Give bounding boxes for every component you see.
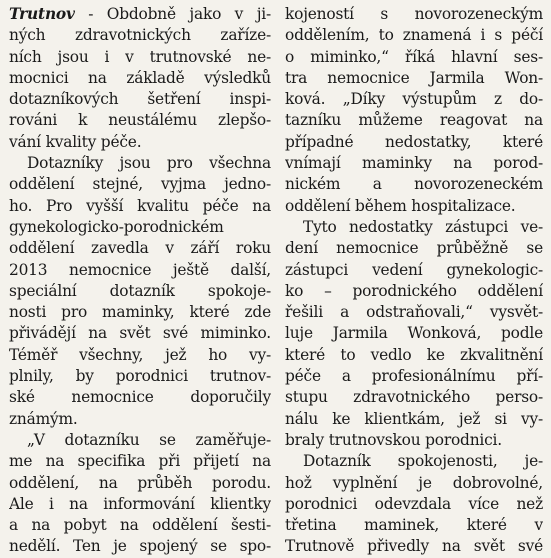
article-line xyxy=(9,494,271,515)
article-line xyxy=(285,515,543,536)
article-line-text: zástupci vedení gynekologic- xyxy=(285,260,543,279)
article-line xyxy=(285,260,543,281)
article-line-text: ních jsou i v trutnovské ne- xyxy=(9,47,271,66)
article-line xyxy=(9,25,271,46)
article-line xyxy=(9,132,271,153)
article-line xyxy=(9,366,271,387)
article-line xyxy=(9,302,271,323)
article-line xyxy=(9,260,271,281)
article-line-text: oddělením, to znamená i s péčí xyxy=(285,26,543,45)
article-line-text: luje Jarmila Wonková, podle xyxy=(285,324,543,343)
article-line-text: dení nemocnice průběžně se xyxy=(285,239,543,258)
article-line-text: vání kvality péče. xyxy=(9,132,142,151)
article-line xyxy=(285,4,543,25)
article-line-text: porodnici odevzdala více než xyxy=(285,494,543,513)
article-line-text: Dotazníky jsou pro všechna xyxy=(27,154,271,173)
article-line xyxy=(9,387,271,408)
article-line xyxy=(9,473,271,494)
article-line xyxy=(9,451,271,472)
article-line-text: ské nemocnice doporučily xyxy=(9,388,271,407)
article-line-text: třetina maminek, které v xyxy=(285,516,543,535)
article-line-text: které to vedlo ke zkvalitnění xyxy=(285,345,543,364)
article-line-text: Trutnově přivedly na svět své xyxy=(285,537,543,556)
article-line xyxy=(9,323,271,344)
article-line xyxy=(9,174,271,195)
article-line-text: 2013 nemocnice ještě další, xyxy=(9,260,271,279)
article-line xyxy=(285,409,543,430)
article-line xyxy=(285,387,543,408)
article-line xyxy=(9,430,271,451)
article-line-text: speciální dotazník spokoje- xyxy=(9,281,271,300)
article-line-text: - Obdobně jako v ji- xyxy=(74,5,271,23)
article-line-text: a na pobyt na oddělení šesti- xyxy=(9,516,271,535)
article-line xyxy=(9,4,271,25)
article-column-left xyxy=(9,4,271,558)
article-line xyxy=(9,153,271,174)
article-line xyxy=(285,345,543,366)
dateline-location: Trutnov xyxy=(9,5,75,23)
article-line-text: tazníku můžeme reagovat na xyxy=(285,111,543,130)
article-line xyxy=(285,494,543,515)
article-line-text: Dotazník spokojenosti, je- xyxy=(303,452,543,471)
article-column-right xyxy=(285,4,543,558)
article-line-text: Tyto nedostatky zástupci ve- xyxy=(303,217,543,236)
article-line xyxy=(9,89,271,110)
article-line-text: nedělí. Ten je spojený se spo- xyxy=(9,537,271,556)
article-line-text: nosti pro maminky, které zde xyxy=(9,303,271,322)
article-line xyxy=(285,25,543,46)
article-line-text: ková. „Díky výstupům z do- xyxy=(285,90,543,109)
article-line-text: tra nemocnice Jarmila Won- xyxy=(285,68,543,87)
article-line xyxy=(285,451,543,472)
article-line-text: dotazníkových šetření inspi- xyxy=(9,90,271,109)
article-line xyxy=(9,515,271,536)
article-line xyxy=(9,238,271,259)
article-line xyxy=(285,196,543,217)
article-line-text: Téměř všechny, jež ho vy- xyxy=(9,345,271,364)
article-line-text: oddělení během hospitalizace. xyxy=(285,196,516,215)
article-line-text: oddělení zavedla v září roku xyxy=(9,239,271,258)
article-line-text: oddělení stejné, vyjma jedno- xyxy=(9,175,271,194)
article-line xyxy=(9,409,271,430)
article-line-text: Ale i na informování klientky xyxy=(9,494,271,513)
article-line xyxy=(285,89,543,110)
article-line xyxy=(285,536,543,557)
article-line xyxy=(9,68,271,89)
article-line-text: vnímají maminky na porod- xyxy=(285,154,543,173)
article-line-text: plnily, by porodnici trutnov- xyxy=(9,367,271,386)
article-line-text: gynekologicko-porodnickém xyxy=(9,217,224,236)
article-line xyxy=(285,473,543,494)
article-line xyxy=(9,281,271,302)
article-line xyxy=(285,281,543,302)
article-line-text: ných zdravotnických zaříze- xyxy=(9,26,271,45)
article-line xyxy=(285,174,543,195)
article-line xyxy=(285,323,543,344)
article-line-text: péče a profesionálnímu pří- xyxy=(285,367,543,386)
article-line-text: známým. xyxy=(9,409,78,428)
article-line xyxy=(9,47,271,68)
article-line-text: ho. Pro vyšší kvalitu péče na xyxy=(9,196,271,215)
article-line-text: ko – porodnického oddělení xyxy=(285,281,543,300)
article-line-text: mocnici na základě výsledků xyxy=(9,68,271,87)
article-line-text: braly trutnovskou porodnici. xyxy=(285,430,502,449)
article-line-text: oddělení, na průběh porodu. xyxy=(9,473,271,492)
article-line-text: kojeností s novorozeneckým xyxy=(285,5,543,23)
article-line-text: rováni k neustálému zlepšo- xyxy=(9,111,271,130)
article-line xyxy=(285,68,543,89)
article-line-text: hož vyplnění je dobrovolné, xyxy=(285,473,543,492)
article-line xyxy=(285,366,543,387)
article-line-text: „V dotazníku se zaměřuje- xyxy=(27,430,271,449)
article-line xyxy=(285,47,543,68)
article-line-text: přivádějí na svět své miminko. xyxy=(9,324,271,343)
article-line xyxy=(285,132,543,153)
article-line xyxy=(9,345,271,366)
article-line xyxy=(285,217,543,238)
article-line xyxy=(285,110,543,131)
article-line xyxy=(285,430,543,451)
article-line xyxy=(9,536,271,557)
article-line-text: stupu zdravotnického perso- xyxy=(285,388,543,407)
column-gutter xyxy=(276,0,277,539)
article-line xyxy=(285,238,543,259)
article-line xyxy=(9,196,271,217)
article-line xyxy=(285,153,543,174)
article-line-text: řešili a odstraňovali,“ vysvět- xyxy=(285,303,543,322)
article-line-text: nickém a novorozeneckém xyxy=(285,175,543,194)
article-line-text: nálu ke klientkám, jež si vy- xyxy=(285,409,543,428)
article-line xyxy=(285,302,543,323)
article-line xyxy=(9,110,271,131)
article-line-text: o miminko,“ říká hlavní ses- xyxy=(285,47,543,66)
article-line-text: případné nedostatky, které xyxy=(285,132,543,151)
article-line-text: me na specifika při přijetí na xyxy=(9,452,271,471)
article-line xyxy=(9,217,271,238)
